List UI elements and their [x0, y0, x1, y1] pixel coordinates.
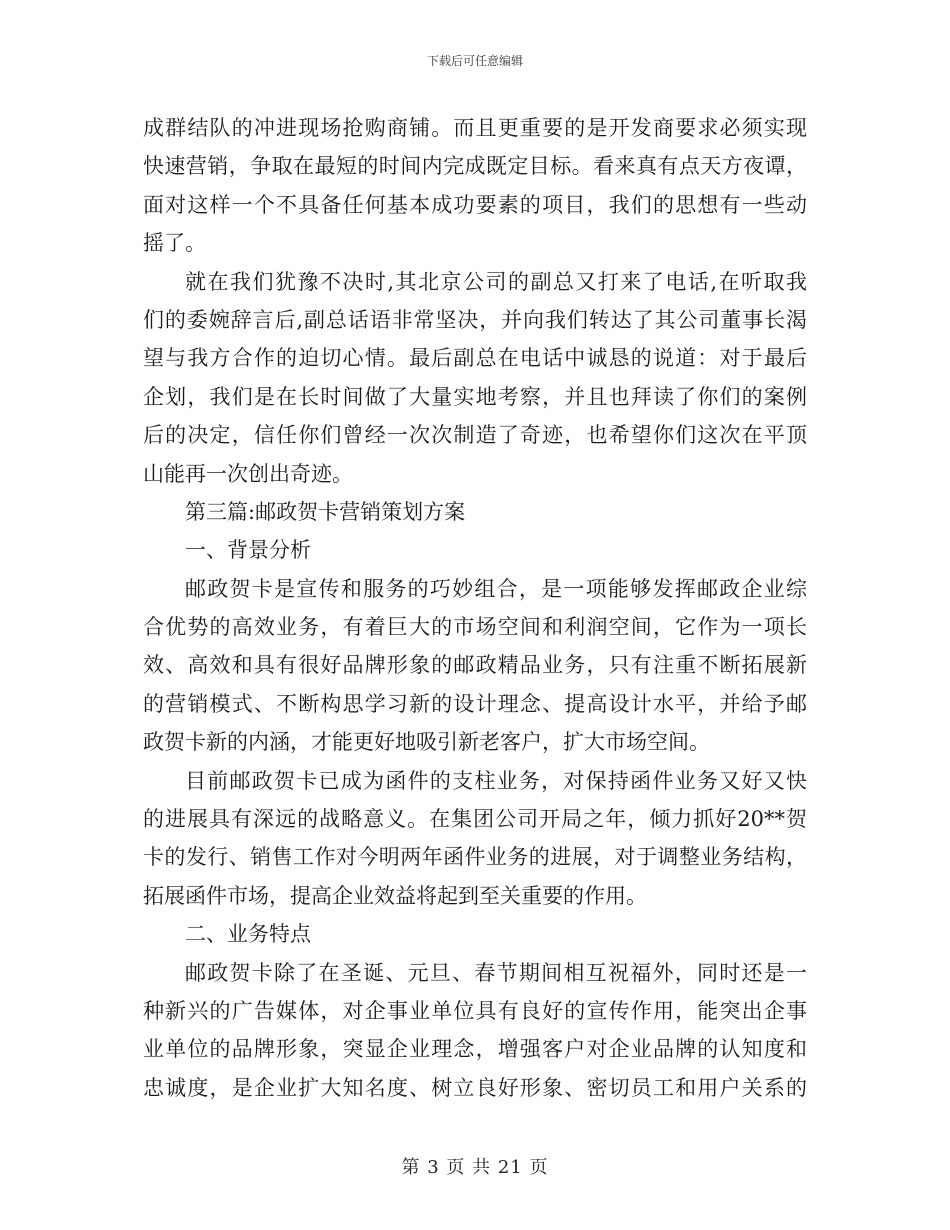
text-line: 忠诚度，是企业扩大知名度、树立良好形象、密切员工和用户关系的: [143, 1075, 807, 1100]
text-line: 望与我方合作的迫切心情。最后副总在电话中诚恳的说道：对于最后: [143, 346, 807, 371]
text-line: 快速营销，争取在最短的时间内完成既定目标。看来真有点天方夜谭，: [143, 154, 807, 179]
text-line: 业单位的品牌形象，突显企业理念，增强客户对企业品牌的认知度和: [143, 1037, 807, 1062]
text-line: 种新兴的广告媒体，对企事业单位具有良好的宣传作用，能突出企事: [143, 998, 807, 1023]
text-line: 邮政贺卡是宣传和服务的巧妙组合，是一项能够发挥邮政企业综: [185, 576, 807, 601]
document-body: [143, 109, 807, 1107]
text-line: 摇了。: [143, 231, 206, 256]
text-line: 的营销模式、不断构思学习新的设计理念、提高设计水平，并给予邮: [143, 691, 807, 716]
subsection-heading: 二、业务特点: [185, 922, 311, 947]
text-line: 政贺卡新的内涵，才能更好地吸引新老客户，扩大市场空间。: [143, 730, 710, 755]
subsection-heading: 一、背景分析: [185, 538, 311, 563]
text-line: 卡的发行、销售工作对今明两年函件业务的进展，对于调整业务结构，: [143, 845, 807, 870]
text-line: 的进展具有深远的战略意义。在集团公司开局之年，倾力抓好20**贺: [143, 807, 807, 832]
section-heading: 第三篇:邮政贺卡营销策划方案: [185, 499, 466, 524]
text-line: 后的决定，信任你们曾经一次次制造了奇迹，也希望你们这次在平顶: [143, 423, 807, 448]
text-line: 拓展函件市场，提高企业效益将起到至关重要的作用。: [143, 883, 647, 908]
page-number: 第 3 页 共 21 页: [401, 1157, 549, 1178]
text-line: 效、高效和具有很好品牌形象的邮政精品业务，只有注重不断拓展新: [143, 653, 807, 678]
text-line: 目前邮政贺卡已成为函件的支柱业务，对保持函件业务又好又快: [185, 768, 807, 793]
text-line: 们的委婉辞言后,副总话语非常坚决，并向我们转达了其公司董事长渴: [143, 307, 807, 332]
text-line: 面对这样一个不具备任何基本成功要素的项目，我们的思想有一些动: [143, 192, 807, 217]
text-line: 就在我们犹豫不决时,其北京公司的副总又打来了电话,在听取我: [185, 269, 807, 294]
page-header: 下载后可任意编辑: [426, 54, 523, 68]
text-line: 合优势的高效业务，有着巨大的市场空间和利润空间，它作为一项长: [143, 615, 807, 640]
text-line: 企划，我们是在长时间做了大量实地考察，并且也拜读了你们的案例: [143, 384, 807, 409]
text-line: 邮政贺卡除了在圣诞、元旦、春节期间相互祝福外，同时还是一: [185, 960, 807, 985]
text-line: 成群结队的冲进现场抢购商铺。而且更重要的是开发商要求必须实现: [143, 116, 807, 140]
text-line: 山能再一次创出奇迹。: [143, 461, 353, 486]
